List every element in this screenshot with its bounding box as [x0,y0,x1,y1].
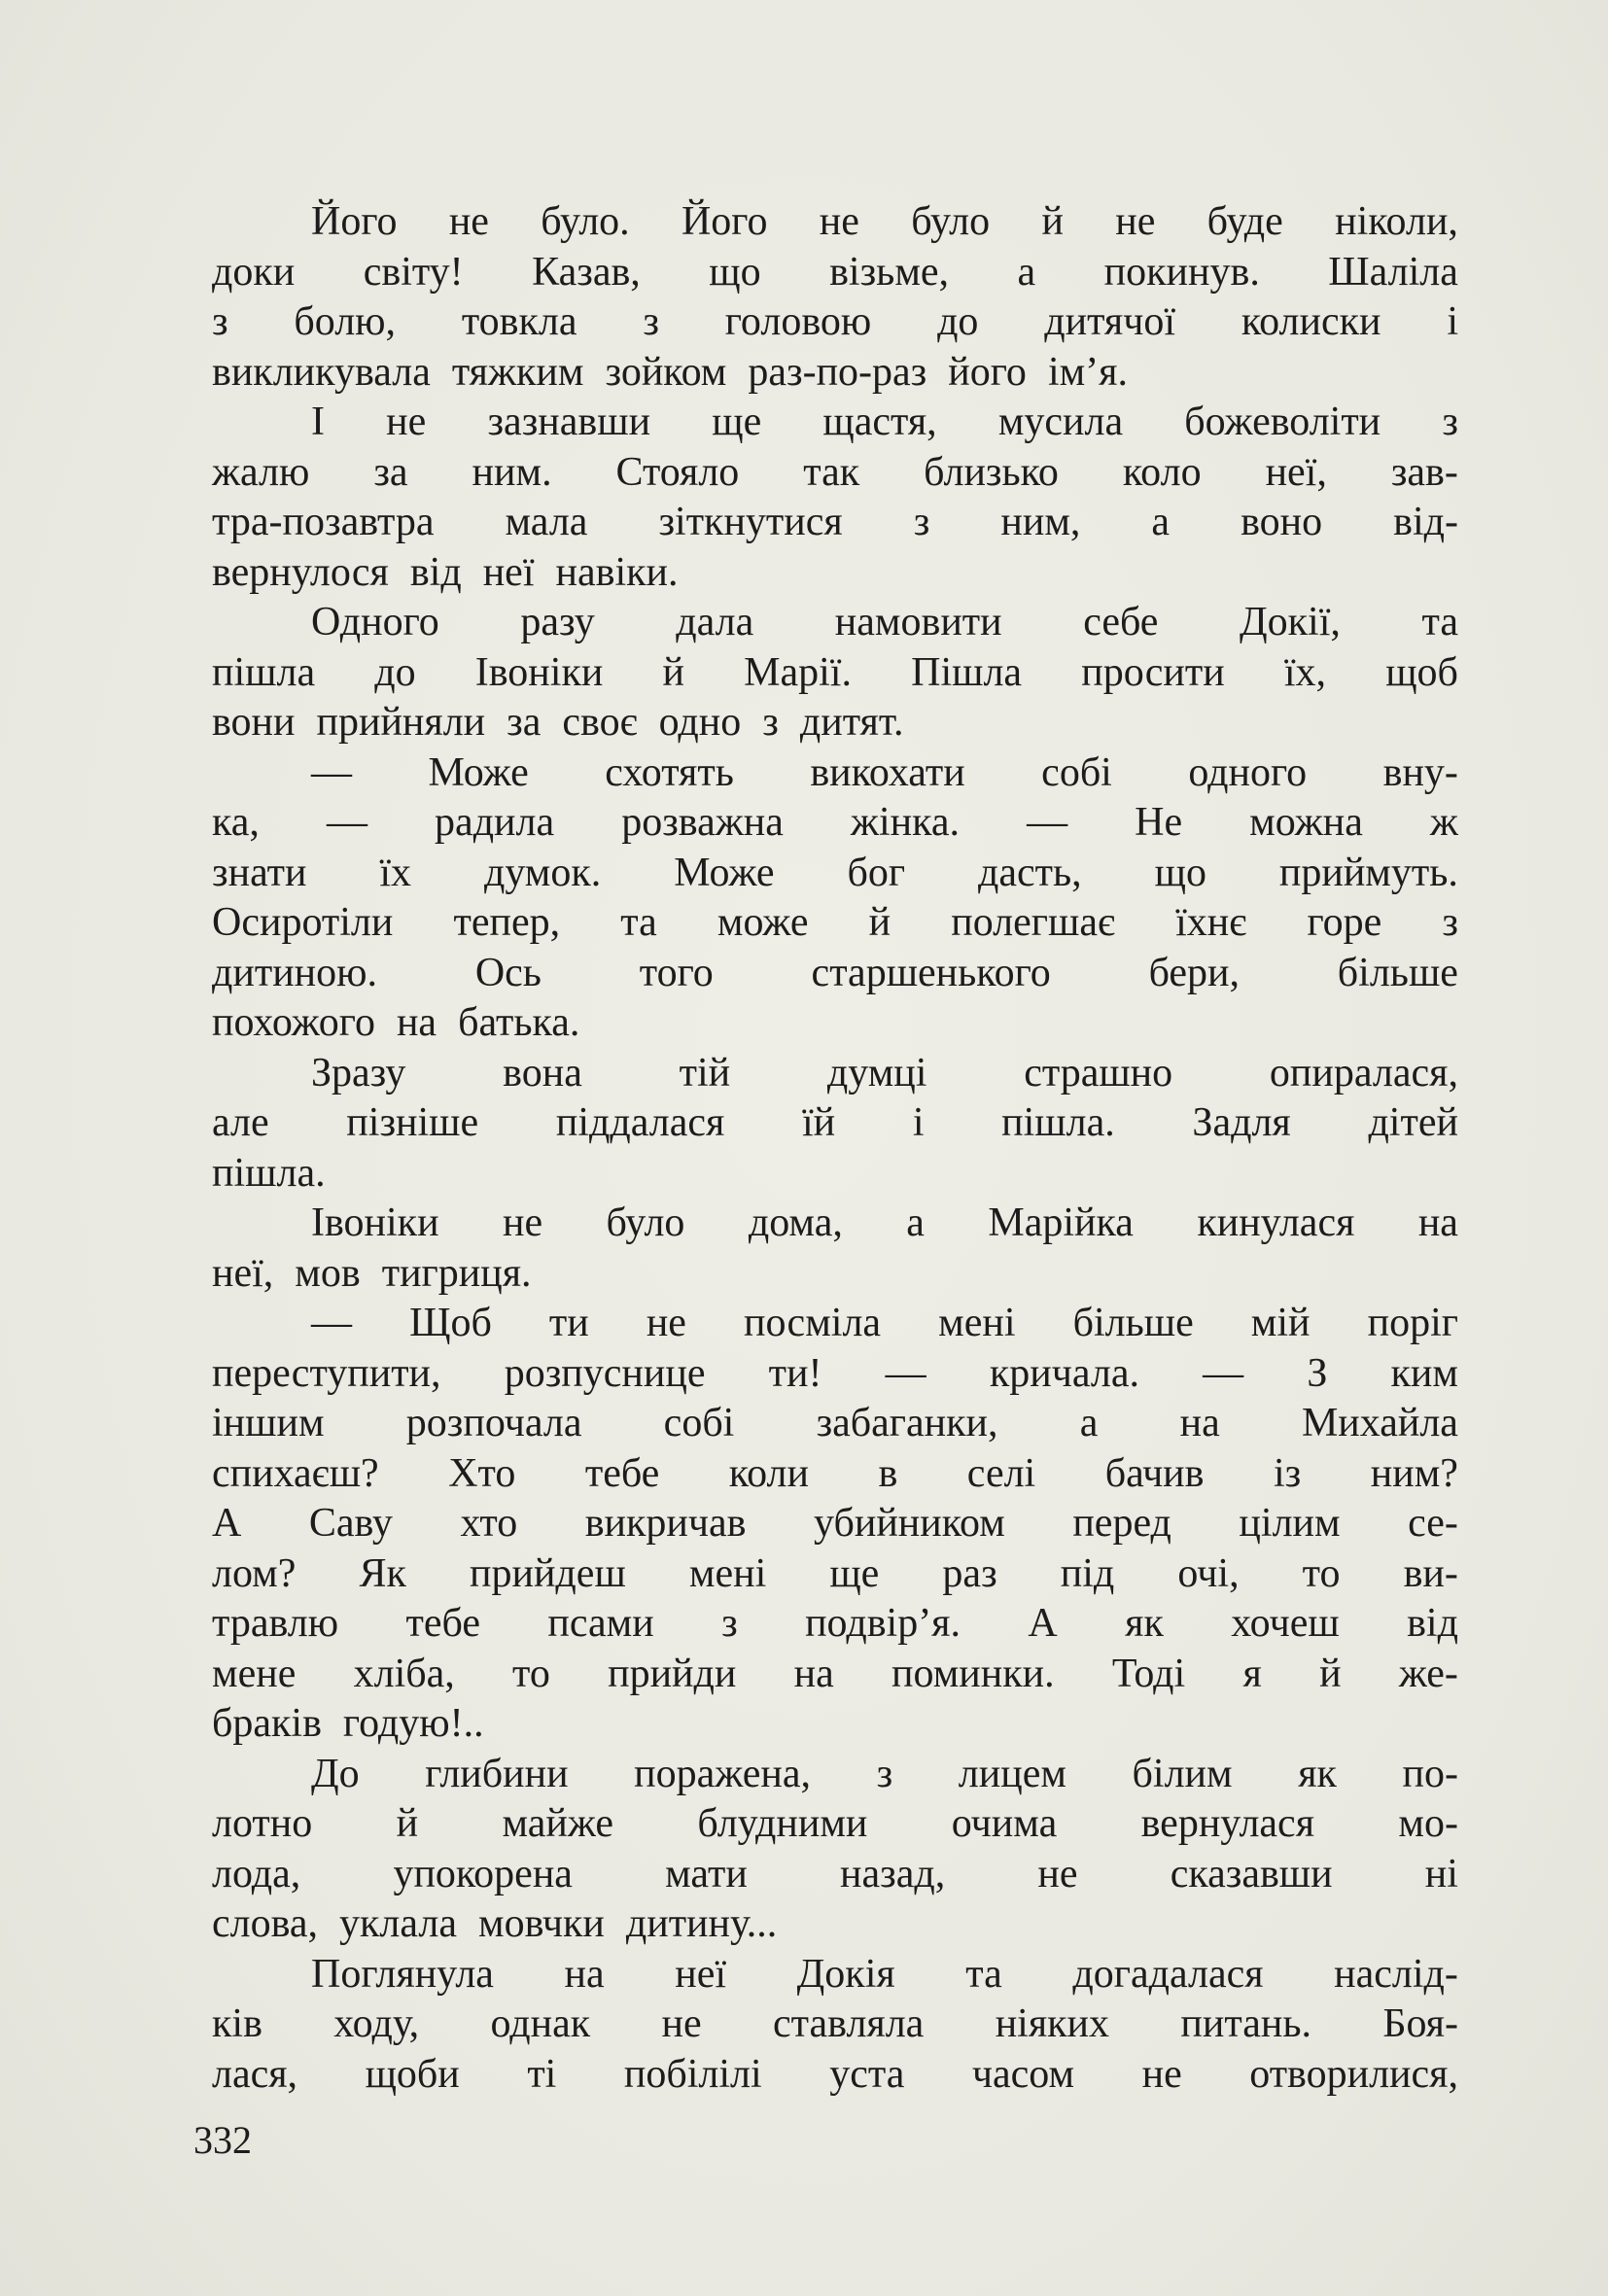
text-line: доки світу! Казав, що візьме, а покинув. Шаліла [212,249,1458,295]
text-line: Його не було. Його не було й не буде ніколи, [311,199,1458,244]
text-line: лом? Як прийдеш мені ще раз під очі, то ви- [212,1550,1458,1596]
text-line: лася, щоби ті побілілі уста часом не отворилися, [212,2051,1458,2097]
text-line: лотно й майже блудними очима вернулася мо- [212,1801,1458,1846]
text-line: похожого на батька. [212,1000,580,1045]
text-line: з болю, товкла з головою до дитячої колиски і [212,299,1458,344]
text-line: лода, упокорена мати назад, не сказавши ні [212,1851,1458,1896]
text-line: Зразу вона тій думці страшно опиралася, [311,1050,1458,1096]
paragraph [212,1299,1458,1750]
text-line: спихаєш? Хто тебе коли в селі бачив із ним? [212,1450,1458,1496]
text-block [212,197,1458,2100]
paragraph [212,197,1458,398]
paragraph [212,598,1458,748]
text-line: неї, мов тигриця. [212,1250,532,1296]
text-line: викликувала тяжким зойком раз-по-раз його ім’я. [212,349,1128,395]
paragraph [212,1199,1458,1299]
text-line: мене хліба, то прийди на поминки. Тоді я й же- [212,1651,1458,1696]
text-line: Івоніки не було дома, а Марійка кинулася на [311,1200,1458,1245]
text-line: вернулося від неї навіки. [212,549,679,595]
text-line: Поглянула на неї Докія та догадалася наслід- [311,1951,1458,1997]
text-line: І не зазнавши ще щастя, мусила божеволіти з [311,400,1458,444]
text-line: пішла до Івоніки й Марії. Пішла просити їх, щоб [212,649,1458,695]
text-line: ків ходу, однак не ставляла ніяких питань. Боя- [212,2001,1458,2046]
text-line: іншим розпочала собі забаганки, а на Михайла [212,1401,1458,1445]
text-line: вони прийняли за своє одно з дитят. [212,700,904,745]
text-line: пішла. [212,1150,326,1196]
text-line: тра-позавтра мала зіткнутися з ним, а воно від- [212,500,1458,544]
text-line: А Саву хто викричав убийником перед цілим се- [212,1501,1458,1546]
text-line: знати їх думок. Може бог дасть, що приймуть. [212,850,1458,895]
text-line: жалю за ним. Стояло так близько коло неї, зав- [212,449,1458,495]
text-line: — Щоб ти не посміла мені більше мій поріг [311,1301,1458,1345]
text-line: Осиротіли тепер, та може й полегшає їхнє горе з [212,900,1458,945]
text-line: браків годую!.. [212,1701,484,1746]
paragraph [212,1750,1458,1950]
paragraph [212,1950,1458,2101]
text-line: травлю тебе псами з подвір’я. А як хочеш від [212,1601,1458,1646]
paragraph [212,1049,1458,1200]
text-line: дитиною. Ось того старшенького бери, більше [212,950,1458,995]
paragraph [212,398,1458,598]
text-line: ка, — радила розважна жінка. — Не можна ж [212,800,1458,845]
paragraph [212,748,1458,1049]
text-line: До глибини поражена, з лицем білим як по- [311,1751,1458,1796]
text-line: слова, уклала мовчки дитину... [212,1901,778,1946]
text-line: — Може схотять викохати собі одного вну- [311,749,1458,795]
text-line: переступити, розпуснице ти! — кричала. — З ким [212,1350,1458,1396]
page-number: 332 [193,2118,252,2162]
text-line: але пізніше піддалася їй і пішла. Задля дітей [212,1100,1458,1145]
text-line: Одного разу дала намовити себе Докії, та [311,600,1458,644]
